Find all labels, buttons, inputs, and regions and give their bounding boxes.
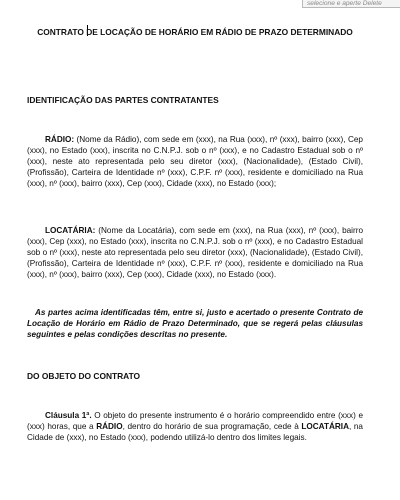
clause-1-locataria: LOCATÁRIA — [301, 422, 349, 431]
locataria-label: LOCATÁRIA: — [45, 226, 96, 235]
radio-label: RÁDIO: — [45, 135, 75, 144]
clause-1-paragraph — [27, 410, 363, 443]
clause-1-text-b: , dentro do horário de sua programação, cede à — [122, 422, 302, 431]
heading-object: DO OBJETO DO CONTRATO — [27, 371, 141, 381]
clause-1-label: Cláusula 1ª. — [45, 411, 92, 420]
heading-parties: IDENTIFICAÇÃO DAS PARTES CONTRATANTES — [27, 95, 219, 105]
document-title: CONTRATO DE LOCAÇÃO DE HORÁRIO EM RÁDIO DE PRAZO DETERMINADO — [37, 27, 353, 37]
agreement-paragraph: As partes acima identificadas têm, entre si, justo e acertado o presente Contrato de Locação de Horário em Rádio de Prazo Determinado, que se regerá pelas cláusulas seguintes e pelas condições descritas no presente. — [27, 308, 363, 339]
locataria-paragraph — [27, 225, 363, 280]
clause-1-text-a: O objeto do presente instrumento é o horário compreendido entre (xxx) e (xxx) horas, que a — [27, 411, 364, 431]
clause-1-radio: RÁDIO — [96, 422, 123, 431]
radio-text: (Nome da Rádio), com sede em (xxx), na Rua (xxx), nº (xxx), bairro (xxx), Cep (xxx), no Estado (xxx), inscrita no C.N.P.J. sob o nº (xxx), e no Cadastro Estadual sob o nº (xxx), neste ato representada pelo seu diretor (xxx), (Nacionalidade), (Estado Civil), (Profissão), Carteira de Identidade nº (xxx), C.P.F. nº (xxx), residente e domiciliado na Rua (xxx), nº (xxx), bairro (xxx), Cep (xxx), Cidade (xxx), no Estado (xxx); — [27, 135, 363, 188]
clause-1-text-c: , na Cidade de (xxx), no Estado (xxx), podendo utilizá-lo dentro dos limites legais. — [27, 422, 363, 442]
radio-paragraph — [27, 134, 363, 189]
locataria-text: (Nome da Locatária), com sede em (xxx), na Rua (xxx), nº (xxx), bairro (xxx), Cep (xxx), no Estado (xxx), inscrita no C.N.P.J. sob o nº (xxx), e no Cadastro Estadual sob o nº (xxx), neste ato representada pelo seu diretor (xxx), (Nacionalidade), (Estado Civil), (Profissão), Carteira de Identidade nº (xxx), C.P.F. nº (xxx), residente e domiciliado na Rua (xxx), nº (xxx), bairro (xxx), Cep (xxx), Cidade (xxx), no Estado (xxx). — [27, 226, 363, 279]
delete-hint-tag: selecione e aperte Delete — [302, 0, 400, 8]
